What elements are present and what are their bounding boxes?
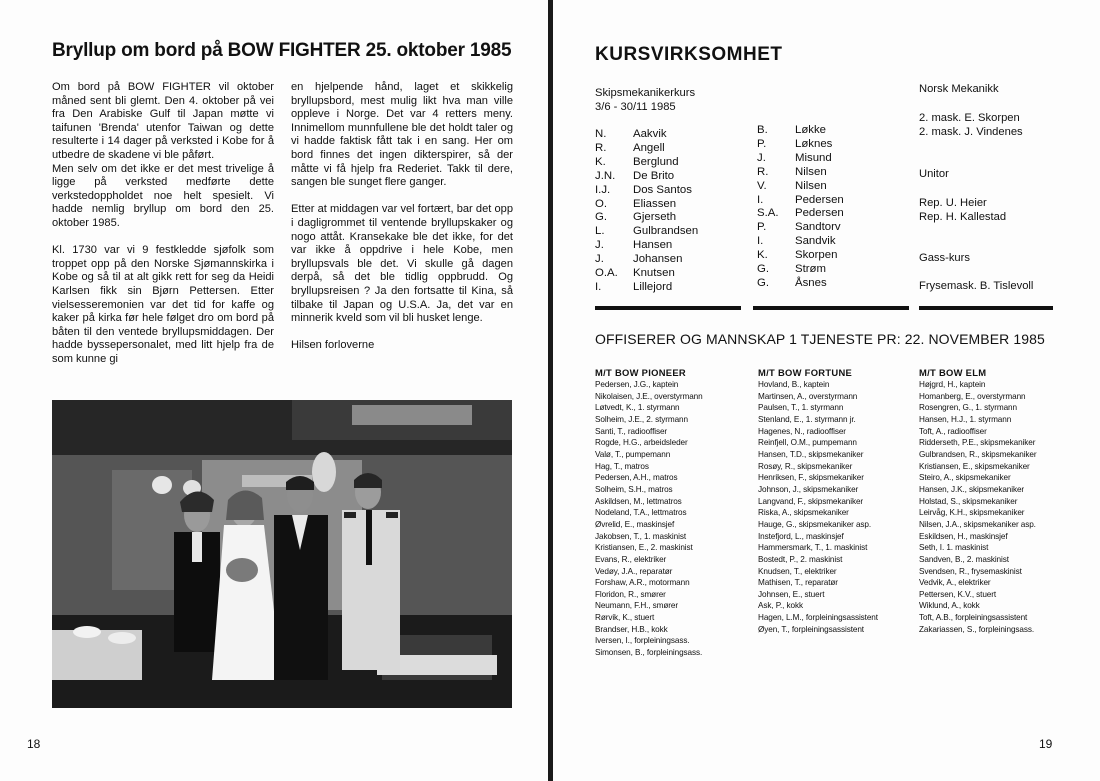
crew-member: Hagen, L.M., forpleiningsassistent <box>758 613 878 623</box>
section-title: KURSVIRKSOMHET <box>595 44 783 65</box>
crew-list <box>758 379 928 635</box>
participant-name: Knutsen <box>633 267 675 280</box>
crew-member: Løtvedt, K., 1. styrmann <box>595 403 680 413</box>
participant-initials: G. <box>757 263 770 276</box>
participant-name: Misund <box>795 151 832 164</box>
page-number-left: 18 <box>27 737 41 751</box>
crew-member: Holstad, S., skipsmekaniker <box>919 496 1018 506</box>
separator-rule <box>919 306 1053 310</box>
page-number-right: 19 <box>1039 737 1053 751</box>
crew-member: Langvand, F., skipsmekaniker <box>758 496 864 506</box>
participant-initials: S.A. <box>757 207 779 220</box>
participant-name: Nilsen <box>795 179 827 192</box>
participant-name: Hansen <box>633 239 673 252</box>
article-title: Bryllup om bord på BOW FIGHTER 25. oktober 1985 <box>52 40 512 61</box>
crew-member: Nilsen, J.A., skipsmekaniker asp. <box>919 519 1036 529</box>
participant-name: Aakvik <box>633 128 667 140</box>
right-page <box>553 0 1100 781</box>
participant-name: Løkke <box>795 124 827 136</box>
crew-member: Forshaw, A.R., motormann <box>595 578 690 588</box>
norsk-mekanikk-title: Norsk Mekanikk <box>919 83 999 95</box>
crew-member: Øvrelid, E., maskinsjef <box>595 519 675 529</box>
crew-member: Martinsen, A., overstyrmann <box>758 391 858 401</box>
crew-member: Toft, A.B., forpleiningsassistent <box>919 613 1028 623</box>
gass-kurs-line: Frysemask. B. Tislevoll <box>919 280 1034 292</box>
crew-member: Rogde, H.G., arbeidsleder <box>595 438 688 448</box>
participant-name: Pedersen <box>795 207 844 220</box>
officers-title: OFFISERER OG MANNSKAP 1 TJENESTE PR: 22. NOVEMBER 1985 <box>595 331 1045 347</box>
left-page <box>0 0 548 781</box>
crew-member: Hauge, G., skipsmekaniker asp. <box>758 519 872 529</box>
participant-list-b <box>757 124 844 291</box>
crew-member: Ridderseth, P.E., skipsmekaniker <box>919 438 1036 448</box>
crew-member: Brandser, H.B., kokk <box>595 624 668 634</box>
crew-member: Zakariassen, S., forpleiningsass. <box>919 624 1035 634</box>
crew-member: Rørvik, K., stuert <box>595 613 655 623</box>
participant-name: Johansen <box>633 253 683 266</box>
participant-name: Pedersen <box>795 193 844 206</box>
crew-member: Rosøy, R., skipsmekaniker <box>758 461 853 471</box>
gass-kurs-title: Gass-kurs <box>919 252 970 264</box>
crew-member: Leirvåg, K.H., skipsmekaniker <box>919 508 1025 518</box>
crew-member: Hansen, J.K., skipsmekaniker <box>919 484 1025 494</box>
participant-initials: R. <box>757 165 769 178</box>
participant-initials: K. <box>595 155 606 168</box>
participant-initials: R. <box>595 141 607 154</box>
crew-member: Santi, T., radiooffiser <box>595 426 668 436</box>
ship-name: M/T BOW FORTUNE <box>758 367 853 378</box>
participant-initials: J. <box>595 239 604 252</box>
ship-column-bow-elm <box>919 367 1089 635</box>
crew-member: Hag, T., matros <box>595 461 649 471</box>
participant-initials: I. <box>757 235 764 248</box>
crew-member: Rosengren, G., 1. styrmann <box>919 403 1017 413</box>
ship-name: M/T BOW PIONEER <box>595 367 686 378</box>
participant-initials: L. <box>595 225 605 238</box>
participant-initials: I.J. <box>595 183 611 196</box>
crew-member: Kristiansen, E., 2. maskinist <box>595 543 693 553</box>
ship-column-bow-fortune <box>758 367 928 635</box>
crew-member: Øyen, T., forpleiningsassistent <box>758 624 864 634</box>
unitor-line: Rep. U. Heier <box>919 197 987 209</box>
crew-member: Hagenes, N., radiooffiser <box>758 426 846 436</box>
crew-member: Simonsen, B., forpleiningsass. <box>595 648 703 658</box>
course-title: Skipsmekanikerkurs <box>595 87 696 99</box>
crew-member: Nikolaisen, J.E., overstyrmann <box>595 391 703 401</box>
participant-initials: G. <box>595 211 608 224</box>
crew-member: Toft, A., radiooffiser <box>919 426 987 436</box>
crew-member: Svendsen, R., frysemaskinist <box>919 566 1022 576</box>
participant-name: Løknes <box>795 137 833 150</box>
participant-initials: I. <box>757 193 764 206</box>
crew-member: Steiro, A., skipsmekaniker <box>919 473 1011 483</box>
crew-member: Vedøy, J.A., reparatør <box>595 566 673 576</box>
article-signature: Hilsen forloverne <box>291 339 375 352</box>
participant-name: Åsnes <box>795 276 827 289</box>
crew-member: Solheim, J.E., 2. styrmann <box>595 414 688 424</box>
participant-name: Strøm <box>795 263 827 276</box>
article-paragraph: Men selv om det ikke er det mest trivelige å ligge på verksted medførte dette verkstedoppholdet noe helt spesielt. Vi hadde nemlig bryllup om bord den 25. oktober 1985. <box>52 162 274 229</box>
crew-member: Evans, R., elektriker <box>595 554 667 564</box>
participant-name: Berglund <box>633 155 679 168</box>
participant-initials: P. <box>757 221 767 234</box>
crew-member: Paulsen, T., 1. styrmann <box>758 403 844 413</box>
participant-initials: O. <box>595 197 608 210</box>
article-paragraph: Om bord på BOW FIGHTER vil oktober måned sent bli glemt. Den 4. oktober på vei fra Den Arabiske Gulf til Japan møtte vi taifunen 'Brenda' utenfor Taiwan og dette resulterte i 14 dager på verksted i Kobe for å utbedre de skadene vi ble påført. <box>52 81 274 161</box>
participant-initials: O.A. <box>595 267 618 280</box>
crew-member: Kristiansen, E., skipsmekaniker <box>919 461 1030 471</box>
ship-column-bow-pioneer <box>595 367 765 659</box>
separator-rule <box>595 306 741 310</box>
crew-member: Højgrd, H., kaptein <box>919 380 986 389</box>
crew-member: Stenland, E., 1. styrmann jr. <box>758 414 856 424</box>
norsk-mekanikk-line: 2. mask. E. Skorpen <box>919 112 1020 124</box>
unitor-title: Unitor <box>919 168 949 180</box>
crew-member: Knudsen, T., elektriker <box>758 566 837 576</box>
crew-member: Johnson, J., skipsmekaniker <box>758 484 859 494</box>
participant-initials: J.N. <box>595 169 616 182</box>
norsk-mekanikk-line: 2. mask. J. Vindenes <box>919 126 1023 138</box>
crew-member: Mathisen, T., reparatør <box>758 578 838 588</box>
participant-initials: P. <box>757 137 767 150</box>
participant-name: Angell <box>633 141 665 154</box>
crew-member: Riska, A., skipsmekaniker <box>758 508 849 518</box>
crew-member: Iversen, I., forpleiningsass. <box>595 636 690 646</box>
separator-rule <box>753 306 909 310</box>
unitor-line: Rep. H. Kallestad <box>919 211 1007 223</box>
crew-member: Neumann, F.H., smører <box>595 601 678 611</box>
crew-member: Jakobsen, T., 1. maskinist <box>595 531 686 541</box>
crew-member: Eskildsen, H., maskinsjef <box>919 531 1008 541</box>
participant-name: Eliassen <box>633 197 677 210</box>
article-column-2 <box>291 81 513 353</box>
crew-list <box>595 379 765 659</box>
article-paragraph: Etter at middagen var vel fortært, bar det opp i dagligrommet til ventende bryllupskaker og nogo attåt. Kransekake ble det ikke, for det var ikke å oppdrive i hele Kobe, men bryllupsvals ble det. Vi skulle gå dagen derpå, så det ble tidlig oppbrudd. Og bryllupsreisen ? Ja den fortsatte til Kina, så tilbake til Japan og U.S.A. Ja, det var en minnerik kveld som vil bli husket lenge. <box>291 203 513 325</box>
participant-name: Sandvik <box>795 235 836 248</box>
crew-member: Floridon, R., smører <box>595 589 666 599</box>
crew-member: Johnsen, E., stuert <box>758 589 825 599</box>
crew-member: Instefjord, L., maskinsjef <box>758 531 844 541</box>
crew-list <box>919 379 1089 635</box>
participant-name: Gulbrandsen <box>633 225 699 238</box>
crew-member: Henriksen, F., skipsmekaniker <box>758 473 864 483</box>
wedding-photo <box>52 400 512 708</box>
participant-name: De Brito <box>633 169 675 182</box>
participant-initials: V. <box>757 179 767 192</box>
crew-member: Homanberg, E., overstyrmann <box>919 391 1026 401</box>
participant-initials: B. <box>757 124 768 136</box>
course-dates: 3/6 - 30/11 1985 <box>595 101 676 113</box>
crew-member: Vedvik, A., elektriker <box>919 578 991 588</box>
crew-member: Bostedt, P., 2. maskinist <box>758 554 843 564</box>
article-paragraph: en hjelpende hånd, laget et skikkelig bryllupsbord, mest mulig likt hva man ville oppleve i Norge. Det var 4 retters meny. Innimellom munnfullene ble det holdt taler og vi hadde faktisk fått tak i en sang. Her om bord finnes det ingen dikterspirer, så der måtte vi få hjelp fra Rederiet. Takk til dere, sangen ble sunget flere ganger. <box>291 81 513 189</box>
crew-member: Hovland, B., kaptein <box>758 380 830 389</box>
participant-name: Nilsen <box>795 165 827 178</box>
crew-member: Hansen, H.J., 1. styrmann <box>919 414 1012 424</box>
crew-member: Pedersen, A.H., matros <box>595 473 678 483</box>
crew-member: Pedersen, J.G., kaptein <box>595 380 679 389</box>
crew-member: Wiklund, A., kokk <box>919 601 980 611</box>
crew-member: Askildsen, M., lettmatros <box>595 496 682 506</box>
crew-member: Hansen, T.D., skipsmekaniker <box>758 449 864 459</box>
participant-list-a <box>595 128 698 295</box>
participant-initials: I. <box>595 280 602 293</box>
crew-member: Reinfjell, O.M., pumpemann <box>758 438 857 448</box>
participant-name: Skorpen <box>795 249 838 262</box>
crew-member: Seth, I. 1. maskinist <box>919 543 989 553</box>
participant-initials: K. <box>757 249 768 262</box>
participant-initials: G. <box>757 276 770 289</box>
article-paragraph: Kl. 1730 var vi 9 festkledde sjøfolk som troppet opp på den Norske Sjømannskirka i Kobe og så til at alt gikk rett for seg da Heidi Karlsen fikk sin Bjørn Pettersen. Etter vielsesseremonien var det tid for kaffe og kaker på kirka før hele følget dro om bord på båten til den ventede bryllupsmiddagen. Der hadde byssepersonalet, med litt hjelp fra de som kunne gi <box>52 244 274 365</box>
participant-initials: N. <box>595 128 607 140</box>
ship-name: M/T BOW ELM <box>919 367 987 378</box>
crew-member: Gulbrandsen, R., skipsmekaniker <box>919 449 1037 459</box>
crew-member: Hammersmark, T., 1. maskinist <box>758 543 868 553</box>
crew-member: Nodeland, T.A., lettmatros <box>595 508 687 518</box>
crew-member: Valø, T., pumpemann <box>595 449 671 459</box>
crew-member: Ask, P., kokk <box>758 601 803 611</box>
crew-member: Pettersen, K.V., stuert <box>919 589 997 599</box>
participant-name: Dos Santos <box>633 183 692 196</box>
wedding-photo-image <box>52 400 512 708</box>
participant-name: Lillejord <box>633 280 673 293</box>
participant-initials: J. <box>595 253 604 266</box>
article-column-1 <box>52 81 274 366</box>
participant-name: Gjerseth <box>633 211 677 224</box>
participant-initials: J. <box>757 151 766 164</box>
crew-member: Sandven, B., 2. maskinist <box>919 554 1009 564</box>
crew-member: Solheim, S.H., matros <box>595 484 673 494</box>
participant-name: Sandtorv <box>795 221 841 234</box>
